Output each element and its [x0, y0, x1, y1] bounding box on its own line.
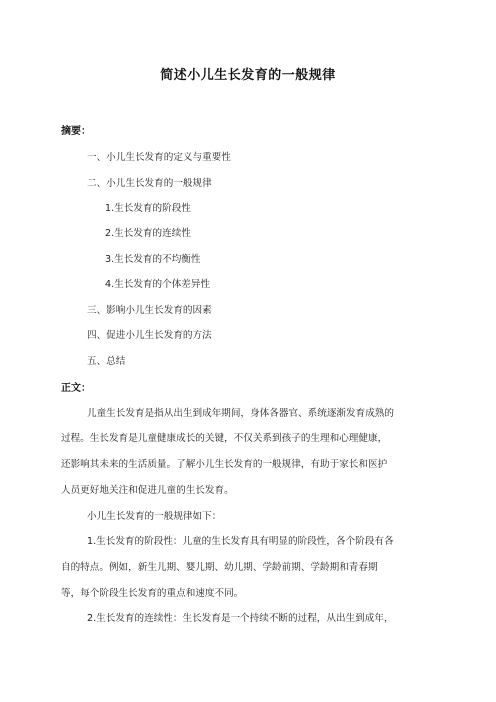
body-heading: 正文： — [61, 383, 91, 394]
abstract-heading: 摘要： — [61, 126, 91, 137]
toc-item: 五、总结 — [87, 356, 126, 367]
toc-item: 三、影响小儿生长发育的因素 — [87, 305, 212, 316]
toc-item: 一、小儿生长发育的定义与重要性 — [87, 152, 231, 163]
toc-item: 二、小儿生长发育的一般规律 — [87, 178, 212, 189]
body-line: 儿童生长发育是指从出生到成年期间，身体各器官、系统逐渐发育成熟的 — [87, 408, 394, 419]
toc-item: 2.生长发育的连续性 — [105, 228, 191, 239]
body-line: 等，每个阶段生长发育的重点和速度不同。 — [61, 588, 244, 599]
body-line: 2.生长发育的连续性：生长发育是一个持续不断的过程，从出生到成年， — [87, 613, 394, 624]
body-line: 还影响其未来的生活质量。了解小儿生长发育的一般规律，有助于家长和医护 — [61, 459, 388, 470]
body-line: 1.生长发育的阶段性：儿童的生长发育具有明显的阶段性，各个阶段有各 — [87, 536, 394, 547]
body-line: 人员更好地关注和促进儿童的生长发育。 — [61, 485, 234, 496]
body-line: 小儿生长发育的一般规律如下： — [87, 511, 222, 522]
body-line: 自的特点。例如，新生儿期、婴儿期、幼儿期、学龄前期、学龄期和青春期 — [61, 562, 378, 573]
toc-item: 3.生长发育的不均衡性 — [105, 254, 201, 265]
document-title: 简述小儿生长发育的一般规律 — [160, 68, 336, 83]
toc-item: 四、促进小儿生长发育的方法 — [87, 330, 212, 341]
body-line: 过程。生长发育是儿童健康成长的关键，不仅关系到孩子的生理和心理健康， — [61, 433, 388, 444]
toc-item: 1.生长发育的阶段性 — [105, 203, 191, 214]
toc-item: 4.生长发育的个体差异性 — [105, 279, 211, 290]
